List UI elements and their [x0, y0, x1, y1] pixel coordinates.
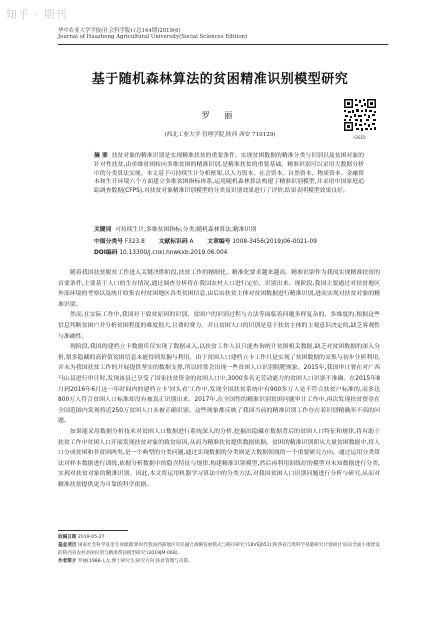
fund-text: 国家社会科学基金专项课题'新时代我国西部地区军民融合战略发展模式与路径研究'(18VSJ051);陕西省自然科学基础研究计划项目'面向全面小康建设的陕西省农村贫困识别与精准帮扶模型研究'(2019JM-068)。: [58, 543, 380, 556]
footnotes: [58, 534, 380, 566]
journal-title-cn: 华中农业大学学报(社会科学版) (总144期)2019(6): [58, 28, 181, 34]
qr-code-icon[interactable]: [343, 98, 377, 132]
clc-label: 中图分类号: [94, 239, 123, 245]
abstract-text: 扶贫对象的精准识别是实现精准扶贫的重要条件。实现贫困数据的精准分类与识别以及贫困对象的针对性扶贫,由单维贫困转向多维贫困的精准识别,是精准扶贫的重要基础。精准识别可以采用大数据分析中的分类算法实现。本文基于可持续生计分析框架,以人力资本、社会资本、自然资本、物质资本、金融资本和生计环境六个方面建立多维贫困指标体系,运用随机森林算法构建了精准识别模型,并采用中国家庭追踪调查数据(CFPS),对扶贫对象精准识别模型的分类及识别效果进行了评价,结果表明模型效果良好。: [94, 153, 364, 195]
abstract-label: 摘 要: [94, 153, 108, 159]
article-title: 基于随机森林算法的贫困精准识别模型研究: [91, 72, 349, 87]
article-no-value: 1008-3456(2019)06-0021-09: [232, 239, 317, 245]
doi-link[interactable]: 10.13300/j.cnki.hnwkxb.2019.06.004: [119, 250, 228, 256]
received-date: 2019-05-27: [77, 535, 105, 540]
author-name: 罗 丽: [201, 111, 239, 120]
watermark-logo: 知乎 · 期刊: [6, 8, 68, 21]
qr-code-graphic: [343, 98, 377, 132]
doi-line: [94, 247, 227, 256]
header-rule: [58, 44, 388, 45]
doi-label: DOI编码: [94, 250, 118, 256]
keywords: [94, 224, 364, 233]
clc-value: F323.8: [124, 239, 145, 245]
body-text: [58, 268, 380, 490]
author-affiliation: (西北工业大学 管理学院,陕西 西安 710129): [164, 132, 276, 138]
doc-code-label: 文献标识码: [158, 239, 188, 245]
footnote-rule: [58, 530, 128, 531]
doc-code-value: A: [189, 239, 194, 245]
body-paragraph: 然而,在实际工作中,我国对于致贫原因的识别、贫困户的识别过程与方法等面临着问题多样复杂的、多维度的,根据这些信息判断贫困户并分析贫困程度的难度很大,且费时费力。并且贫困人口的识别是基于扶贫主体的主观意识决定的,缺乏客观性与准确性。: [58, 312, 380, 340]
body-paragraph: 随着我国扶贫脱贫工作进入关键决胜阶段,扶贫工作的精细化、精准化要求越来越高。精准识别作为我国实现精准扶贫的首要条件,主要基于人口的生存情况,通过调查分析将在我国农村人口进行定位、识别出来。现阶段,我国主要通过对扶贫地区外部环境的考察以及统计收集农村贫困地区各类贫困信息,由后由扶贫主体对贫困数据进行精准识别,进而实现对扶贫对象的精准识别。: [58, 270, 380, 308]
received-label: 收稿日期: [58, 535, 77, 540]
article-no-label: 文章编号: [207, 239, 231, 245]
keywords-text: 可持续生计;多维贫困指标;分类;随机森林算法;精准识别: [115, 227, 257, 233]
body-paragraph: 如果能采用数据分析技术对贫困人口数据进行系统深入的分析,挖掘出隐藏在数据背后的贫困人口特征和规律,将有助于扶贫工作中贫困人口开展发现扶贫对象的致贫原因,从而为精准扶贫提供数据依据。贫困的精准识别即从大量贫困数据中,将人口分成贫困和非贫困两类,是一个典型的分类问题,通过实现数据的分类则是大数据领域的一个重要研究方向。通过运用分类算法对样本数据进行训练,依据分析数据中的隐含特征与规律,构建精准识别模型,然后再利用训练好的模型对未知数据进行分类,实现对扶贫对象的精准识别。因此,本文将运用机器学习算法中的分类方法,对我国贫困人口识别问题进行分析与研究,从而对精准扶贫提供更为可靠的科学依据。: [58, 428, 380, 488]
fund-label: 基金项目: [58, 543, 77, 548]
author-bio-label: 作者简介: [58, 559, 77, 564]
journal-title-en: Journal of Huazhong Agricultural University(Social Sciences Edition): [58, 34, 248, 40]
abstract: [94, 152, 364, 196]
author-bio-text: 罗丽(1988-),女,博士研究生;研究方向:扶贫管理与决策。: [77, 559, 193, 564]
keywords-label: 关键词: [94, 227, 112, 233]
body-paragraph: 现阶段,我国的建档立卡数据库仅实现了数据录入,以扶贫工作人员只能查询统计贫困相关数据,缺乏对贫困数据的深入分析,很多隐藏的高价值贫困信息未能得到发掘与利用。由于贫困人口建档立卡工作只是实现了贫困数据的采集与初步分析利用,并未为我国扶贫工作的开展提供坚实的数据支撑,所以经常会出现一些贫困人口识别脱靶现象。2015年,我国审计署在对广西马山县进行审计时,发现该县已享受了国家扶贫资金的贫困人口中,3000多名无劳动能力的贫困人口识别不准确。在2015年8月到2016年6月这一年时间内的建档立卡'回头看'工作中,发现全国扶贫系统中有900多万人是不符合扶贫户标准的,而多达800万人符合贫困人口标准却没有被真正识别出来。2017年,在全国性的精准识别贫困问题审计工作中,再次发现扶贫资金在全国范围内发现将近250万贫困人口未被正确识别。这些现象都反映了我国当前的精准识别工作存在着识别精确率不高的问题。: [58, 344, 380, 425]
qr-caption: OSID: [354, 135, 366, 140]
classification-meta: [94, 236, 329, 245]
